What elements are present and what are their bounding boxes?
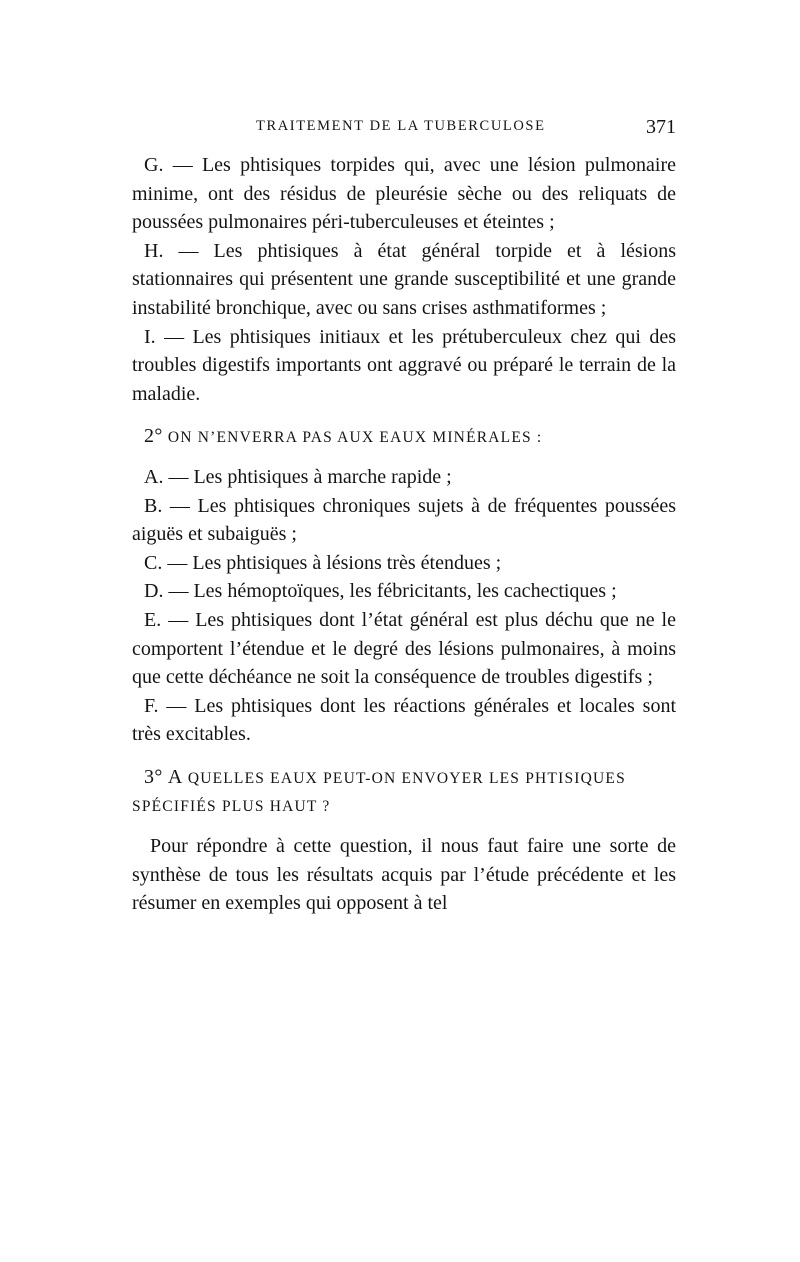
item-text: Les phtisiques à lésions très étendues ;	[192, 551, 502, 574]
list-item-i	[132, 323, 676, 409]
section-number: 3°	[144, 765, 163, 788]
item-dash: —	[168, 465, 189, 488]
item-letter: G.	[144, 154, 164, 176]
spacer	[132, 749, 676, 763]
list-item-g	[132, 151, 676, 237]
item-dash: —	[178, 239, 199, 262]
list-item-c	[132, 549, 676, 578]
section-first-letter: A	[167, 765, 183, 788]
section-number: 2°	[144, 425, 163, 448]
page-header	[132, 116, 676, 140]
list-item-h	[132, 237, 676, 323]
item-dash: —	[169, 494, 190, 517]
item-letter: D.	[144, 580, 164, 603]
item-dash: —	[166, 694, 187, 717]
page-number: 371	[646, 116, 676, 138]
spacer	[132, 408, 676, 422]
item-letter: B.	[144, 494, 163, 517]
running-title: TRAITEMENT DE LA TUBERCULOSE	[256, 118, 546, 134]
item-text: Les phtisiques dont l’état général est plus déchu que ne le comportent l’étendue et le degré des lésions pulmonaires, à moins que cette déchéance ne soit la conséquence de troubles digestifs ;	[132, 608, 676, 689]
page-body	[132, 151, 676, 918]
item-letter: E.	[144, 608, 162, 631]
item-letter: A.	[144, 465, 164, 488]
item-text: Les phtisiques torpides qui, avec une lésion pulmonaire minime, ont des résidus de pleurésie sèche ou des reliquats de poussées pulmonaires péri-tuberculeuses et éteintes ;	[132, 154, 677, 234]
item-text: Les hémoptoïques, les fébricitants, les cachectiques ;	[193, 580, 617, 603]
item-text: Les phtisiques à état général torpide et à lésions stationnaires qui présentent une grande susceptibilité et une grande instabilité bronchique, avec ou sans crises asthmatiformes ;	[132, 239, 676, 319]
list-item-d	[132, 577, 676, 606]
section-heading-2	[132, 422, 676, 453]
item-letter: C.	[144, 551, 163, 574]
item-letter: I.	[144, 325, 156, 348]
item-text: Les phtisiques à marche rapide ;	[193, 465, 452, 488]
section-heading-text: QUELLES EAUX PEUT-ON ENVOYER LES PHTISIQUES SPÉCIFIÉS PLUS HAUT ?	[132, 769, 626, 816]
item-dash: —	[167, 551, 188, 574]
item-dash: —	[168, 580, 189, 603]
item-letter: F.	[144, 694, 159, 717]
item-dash: —	[172, 154, 193, 176]
item-text: Les phtisiques chroniques sujets à de fréquentes poussées aiguës et subaiguës ;	[132, 494, 676, 546]
final-paragraph: Pour répondre à cette question, il nous faut faire une sorte de synthèse de tous les résultats acquis par l’étude précédente et les résumer en exemples qui opposent à tel	[132, 835, 676, 915]
spacer	[132, 822, 676, 832]
section-heading-text: ON N’ENVERRA PAS AUX EAUX MINÉRALES :	[167, 429, 543, 447]
item-text: Les phtisiques dont les réactions générales et locales sont très excitables.	[132, 694, 677, 746]
spacer	[132, 453, 676, 463]
list-item-f	[132, 692, 676, 749]
list-item-b	[132, 492, 676, 549]
item-text: Les phtisiques initiaux et les prétuberculeux chez qui des troubles digestifs importants ont aggravé ou préparé le terrain de la maladie.	[132, 325, 677, 405]
item-letter: H.	[144, 239, 164, 262]
list-item-e	[132, 606, 676, 692]
item-dash: —	[168, 608, 189, 631]
item-dash: —	[164, 325, 185, 348]
section-heading-3	[132, 763, 676, 822]
list-item-a	[132, 463, 676, 492]
